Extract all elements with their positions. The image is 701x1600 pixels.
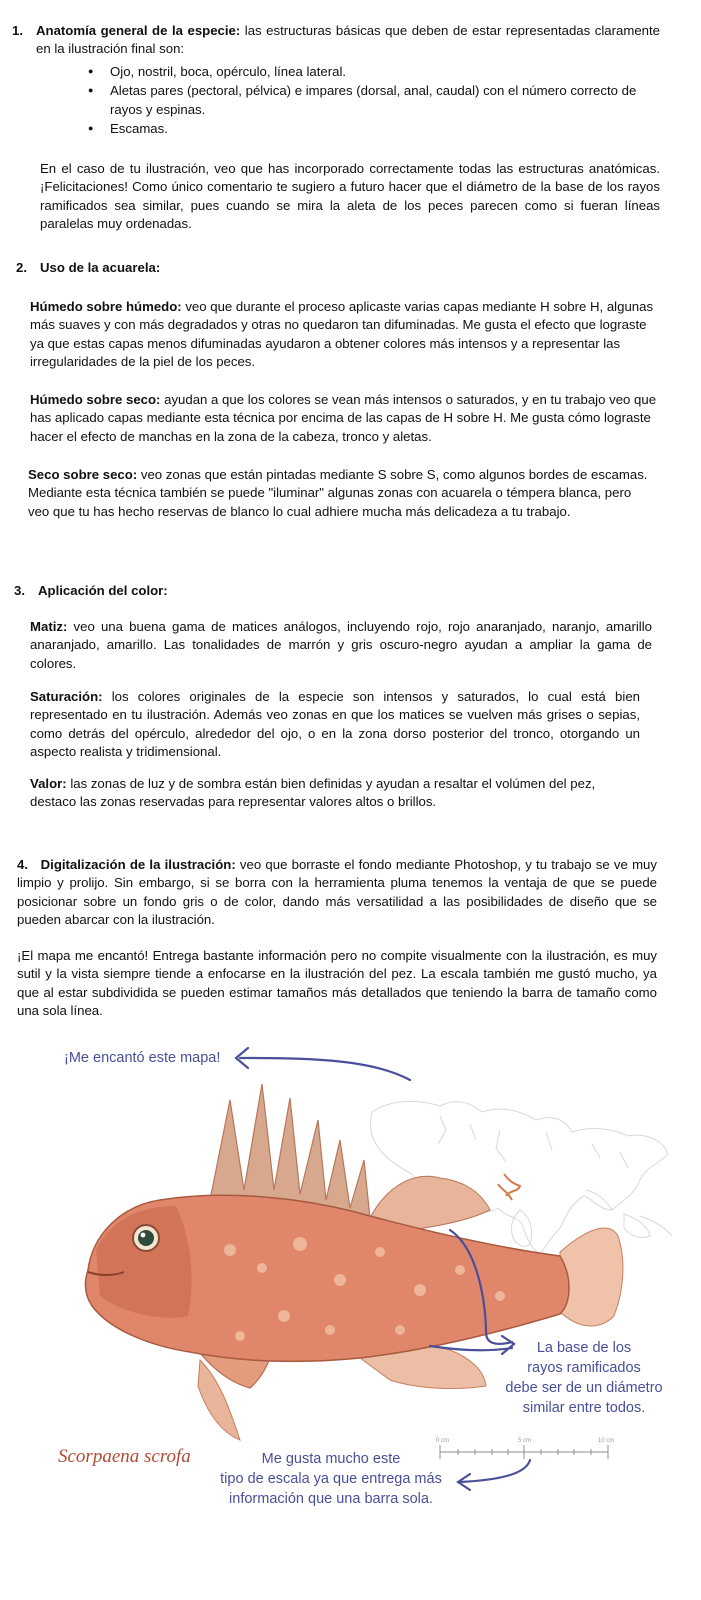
paragraph-label: Seco sobre seco: <box>28 467 138 482</box>
paragraph-label: Valor: <box>30 776 67 791</box>
scale-arrow <box>460 1460 530 1482</box>
paragraph-label: Matiz: <box>30 619 68 634</box>
section-3-paragraph-value <box>30 775 640 812</box>
fish-illustration <box>0 1040 701 1600</box>
section-3-heading: Aplicación del color: <box>38 583 168 598</box>
section-1-number: 1. <box>12 23 23 38</box>
species-range-mark <box>498 1174 520 1200</box>
note-line: Me gusta mucho este <box>261 1451 401 1467</box>
fish-head-shading <box>96 1206 192 1318</box>
paragraph-text: las zonas de luz y de sombra están bien definidas y ayudan a resaltar el volúmen del pez, destaco las zonas reservadas para representar valores altos o brillos. <box>30 776 596 810</box>
section-2-paragraph-dry-on-dry <box>28 466 652 521</box>
section-2-number: 2. <box>16 260 27 275</box>
note-line: rayos ramificados <box>527 1360 641 1376</box>
paragraph-text: los colores originales de la especie son intensos y saturados, lo cual está bien representado en tu ilustración. Además veo zonas en que los matices se vuelven más grises o sepias, como detrás del opérculo, alrededor del ojo, o en la zona dorso posterior del tronco, otorgando un aspecto realista y tridimensional. <box>30 689 640 760</box>
section-2-heading: Uso de la acuarela: <box>40 260 161 275</box>
list-item: ● Ojo, nostril, boca, opérculo, línea lateral. <box>88 62 668 81</box>
section-1-comment: En el caso de tu ilustración, veo que has incorporado correctamente todas las estructuras anatómicas. ¡Felicitaciones! Como único comentario te sugiero a futuro hacer que el diámetro de la base de los rayos ramificados sea similar, pues cuando se mira la aleta de los peces parecen como si fueran líneas paralelas muy ordenadas. <box>40 161 660 232</box>
paragraph-label: Húmedo sobre seco: <box>30 392 161 407</box>
section-1-intro-text: las estructuras básicas que deben de estar representadas claramente en la ilustración final son: <box>36 23 660 57</box>
map-annotation: ¡Me encantó este mapa! <box>64 1050 221 1066</box>
scale-annotation <box>206 1449 456 1509</box>
list-item: ● Aletas pares (pectoral, pélvica) e impares (dorsal, anal, caudal) con el número correcto de rayos y espinas. <box>88 81 668 119</box>
scale-label-10: 10 cm <box>598 1438 615 1444</box>
section-4-number: 4. <box>17 857 28 872</box>
section-2-paragraph-wet-on-dry <box>30 391 666 446</box>
paragraph-text: ayudan a que los colores se vean más intensos o saturados, y en tu trabajo veo que has aplicado capas mediante esta técnica por encima de las capas de H sobre H. Me gusta cómo lograste hacer el efecto de manchas en la zona de la cabeza, tronco y aletas. <box>30 392 657 444</box>
paragraph-label: Húmedo sobre húmedo: <box>30 299 182 314</box>
scale-bar <box>440 1445 608 1459</box>
paragraph-text: veo una buena gama de matices análogos, incluyendo rojo, rojo anaranjado, naranjo, amarillo anaranjado, amarillo. Las tonalidades de marrón y gris oscuro-negro ayudan a ampliar la gama de colores. <box>30 619 652 671</box>
section-3-paragraph-hue <box>30 618 652 673</box>
list-item: ● Escamas. <box>88 119 668 138</box>
note-line: tipo de escala ya que entrega más <box>220 1471 442 1487</box>
paragraph-text: veo zonas que están pintadas mediante S sobre S, como algunos bordes de escamas. Mediante esta técnica también se puede "iluminar" algunas zonas con acuarela o témpera blanca, pero veo que tu has hecho reservas de blanco lo cual adhiere mucha más delicadeza a tu trabajo. <box>28 467 648 519</box>
paragraph-label: Saturación: <box>30 689 103 704</box>
paragraph-text: veo que borraste el fondo mediante Photoshop, y tu trabajo se ve muy limpio y prolijo. Sin embargo, si se borra con la herramienta pluma tenemos la ventaja de que se puede posicionar sobre un fondo gris o de color, dando más versatilidad a las posibilidades de diseño que se pueden abarcar con la ilustración. <box>17 857 657 928</box>
section-2-paragraph-wet-on-wet <box>30 298 660 372</box>
anatomy-structure-list <box>88 62 668 138</box>
scale-label-5: 5 cm <box>518 1438 532 1444</box>
section-1-intro <box>36 22 660 59</box>
map-arrow <box>240 1058 410 1080</box>
paragraph-text: veo que durante el proceso aplicaste varias capas mediante H sobre H, algunas más suaves y con más degradados y otras no quedaron tan difuminadas. Me gusta el efecto que lograste ya que estas capas menos difuminadas ayudaron a obtener colores más intensos y a representar las irregularidades de la piel de los peces. <box>30 299 654 370</box>
note-line: información que una barra sola. <box>229 1491 433 1507</box>
section-4-paragraph <box>17 856 657 930</box>
section-3-paragraph-saturation <box>30 688 640 762</box>
fin-base-annotation <box>496 1338 672 1418</box>
note-line: debe ser de un diámetro <box>505 1380 663 1396</box>
section-4-heading: Digitalización de la ilustración: <box>40 857 236 872</box>
species-name: Scorpaena scrofa <box>58 1446 191 1467</box>
section-3-number: 3. <box>14 583 25 598</box>
fish-eye <box>133 1225 159 1251</box>
note-line: La base de los <box>536 1340 632 1356</box>
map-comment-paragraph: ¡El mapa me encantó! Entrega bastante información pero no compite visualmente con la ilustración, es muy sutil y la vista siempre tiende a enfocarse en la ilustración del pez. La escala también me gustó mucho, ya que al estar subdividida se pueden estimar tamaños más detallados que teniendo la barra de tamaño como una sola línea. <box>17 948 657 1019</box>
scale-label-0: 0 cm <box>436 1438 450 1444</box>
section-1-heading: Anatomía general de la especie: <box>36 23 241 38</box>
note-line: similar entre todos. <box>522 1400 646 1416</box>
